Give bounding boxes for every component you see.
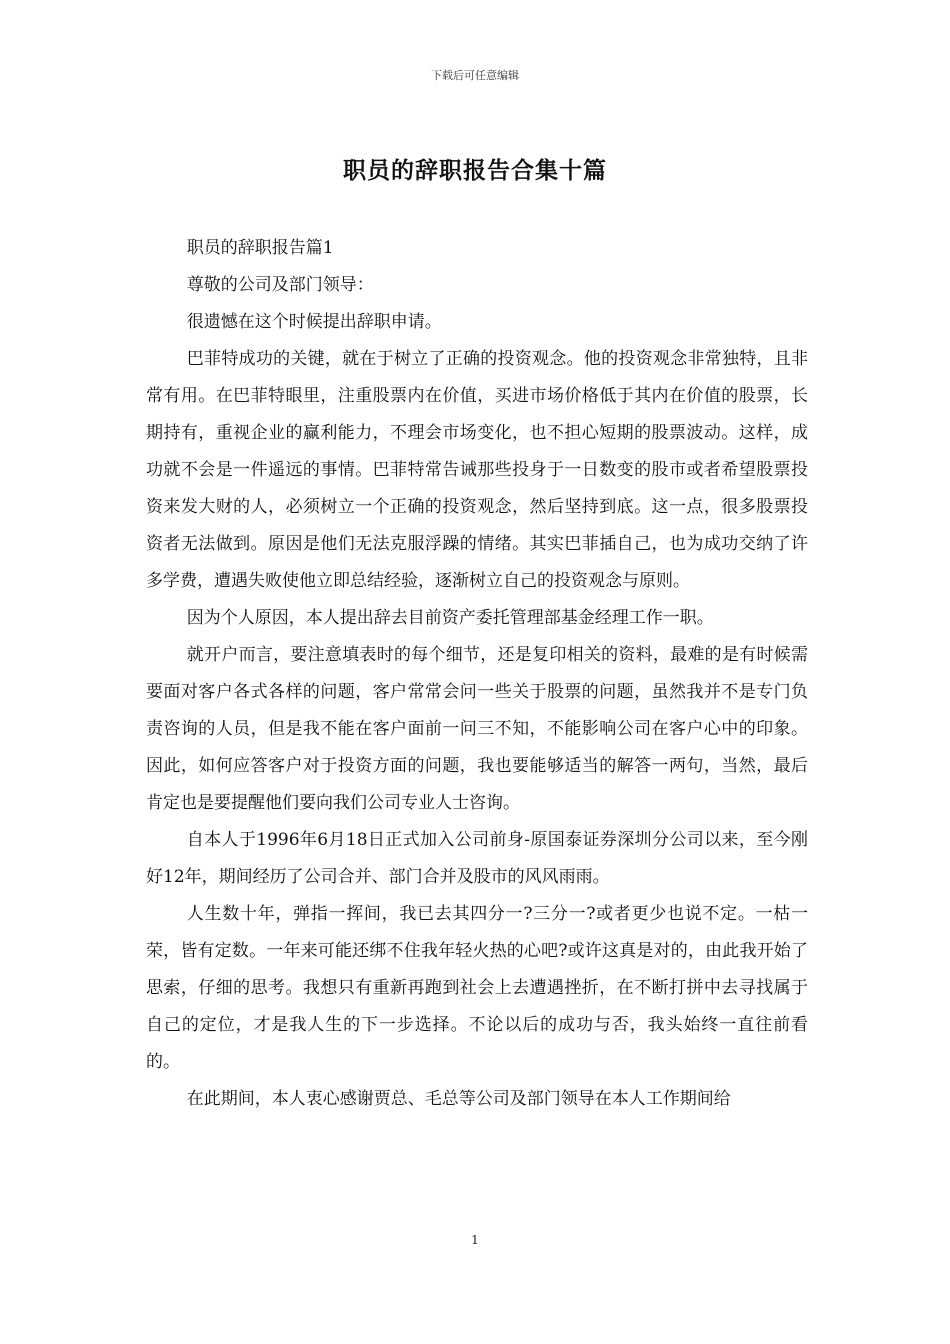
- body-paragraph: 因为个人原因，本人提出辞去目前资产委托管理部基金经理工作一职。: [186, 608, 714, 628]
- salutation: 尊敬的公司及部门领导：: [186, 275, 374, 295]
- body-paragraph: 人生数十年，弹指一挥间，我已去其四分一?三分一?或者更少也说不定。一枯一荣，皆有定数。一年来可能还绑不住我年轻火热的心吧?或许这真是对的，由此我开始了思索，仔细的思考。我想只有重新再跑到社会上去遭遇挫折，在不断打拼中去寻找属于自己的定位，才是我人生的下一步选择。不论以后的成功与否，我头始终一直往前看的。: [146, 904, 808, 1072]
- body-paragraph: 巴菲特成功的关键，就在于树立了正确的投资观念。他的投资观念非常独特，且非常有用。在巴菲特眼里，注重股票内在价值，买进市场价格低于其内在价值的股票，长期持有，重视企业的赢利能力，不理会市场变化，也不担心短期的股票波动。这样，成功就不会是一件遥远的事情。巴菲特常告诫那些投身于一日数变的股市或者希望股票投资来发大财的人，必须树立一个正确的投资观念，然后坚持到底。这一点，很多股票投资者无法做到。原因是他们无法克服浮躁的情绪。其实巴菲插自己，也为成功交纳了许多学费，遭遇失败使他立即总结经验，逐渐树立自己的投资观念与原则。: [146, 349, 808, 591]
- document-body: [146, 230, 808, 1118]
- body-paragraph: 很遗憾在这个时候提出辞职申请。: [186, 312, 442, 332]
- body-paragraph: 就开户而言，要注意填表时的每个细节，还是复印相关的资料，最难的是有时候需要面对客户各式各样的问题，客户常常会问一些关于股票的问题，虽然我并不是专门负责咨询的人员，但是我不能在客户面前一问三不知，不能影响公司在客户心中的印象。因此，如何应答客户对于投资方面的问题，我也要能够适当的解答一两句，当然，最后肯定也是要提醒他们要向我们公司专业人士咨询。: [146, 645, 808, 813]
- document-title: 职员的辞职报告合集十篇: [343, 158, 607, 184]
- page-number: 1: [471, 1233, 479, 1247]
- section-heading: 职员的辞职报告篇1: [186, 238, 334, 258]
- body-paragraph: 自本人于1996年6月18日正式加入公司前身-原国泰证券深圳分公司以来，至今刚好12年，期间经历了公司合并、部门合并及股市的风风雨雨。: [146, 830, 808, 887]
- header-note: 下载后可任意编辑: [431, 69, 519, 82]
- body-paragraph: 在此期间，本人衷心感谢贾总、毛总等公司及部门领导在本人工作期间给: [186, 1089, 731, 1109]
